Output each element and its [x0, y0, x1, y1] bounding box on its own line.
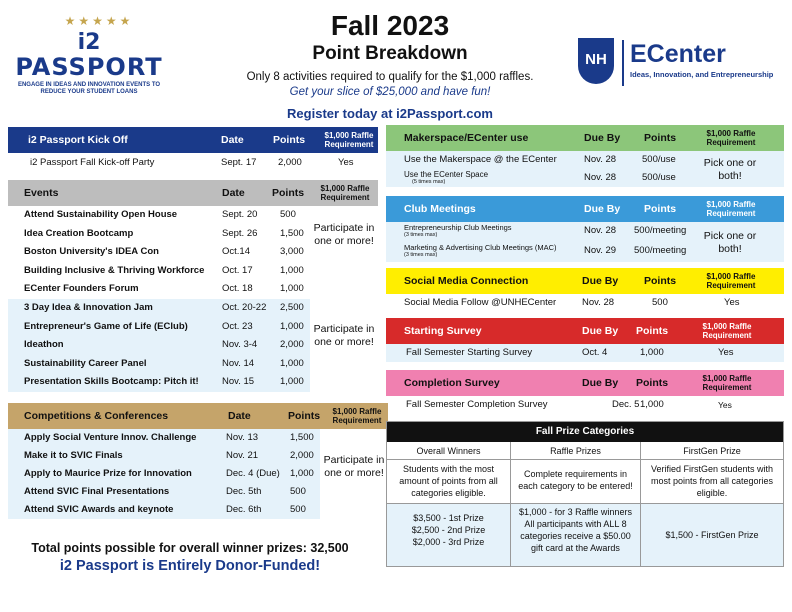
prize-table [386, 421, 784, 567]
prize-col-raffle: Raffle Prizes [511, 442, 641, 460]
row-date: Nov. 21 [226, 450, 259, 461]
row-points: 1,000 [280, 264, 304, 276]
row-points: 2,500 [280, 302, 304, 313]
prize-desc-raffle: Complete requirements in each category to be entered! [511, 460, 641, 504]
table-row: Entrepreneurship Club Meetings (3 times max) Nov. 28 500/meeting [404, 223, 687, 238]
comps-header: Competitions & Conferences Date Points $1,000 Raffle Requirement [8, 403, 388, 429]
row-date: Nov. 14 [222, 357, 255, 369]
row-date: Sept. 26 [222, 227, 258, 239]
row-points: 3,000 [280, 246, 304, 258]
row-points: 500 [280, 209, 296, 220]
row-date: Dec. 4 (Due) [226, 468, 280, 479]
maker-header: Makerspace/ECenter use Due By Points $1,000 Raffle Requirement [386, 125, 784, 151]
row-name: Attend SVIC Awards and keynote [24, 504, 174, 515]
table-row [8, 318, 310, 337]
table-row [8, 262, 310, 281]
row-name: Idea Creation Bootcamp [24, 227, 134, 239]
row-name: Entrepreneur's Game of Life (EClub) [24, 320, 188, 332]
kickoff-req-col: $1,000 Raffle Requirement [324, 131, 374, 149]
prize-col-firstgen: FirstGen Prize [641, 442, 783, 460]
row-date: Oct. 23 [222, 320, 253, 332]
ecenter-name: ECenter [630, 40, 726, 68]
row-points: 500 [290, 504, 306, 515]
row-date: Sept. 20 [222, 209, 258, 220]
logo-divider [622, 40, 624, 86]
table-row [8, 355, 310, 374]
ecenter-tagline: Ideas, Innovation, and Entrepreneurship [630, 70, 774, 79]
kickoff-header [8, 127, 378, 153]
table-row [8, 336, 310, 355]
page-title: Fall 2023 [330, 10, 450, 41]
register-link[interactable]: Register today at i2Passport.com [287, 106, 493, 121]
table-row [8, 299, 310, 318]
starting-header: Starting Survey Due By Points $1,000 Raffle Requirement [386, 318, 784, 344]
table-row [8, 243, 310, 262]
table-row [8, 373, 310, 392]
row-date: Nov. 13 [226, 432, 259, 443]
prize-amount-overall: $3,500 - 1st Prize $2,500 - 2nd Prize $2,000 - 3rd Prize [387, 504, 511, 566]
row-date: Oct. 18 [222, 283, 253, 295]
total-points: Total points possible for overall winner prizes: 32,500 [31, 541, 349, 555]
kickoff-title: i2 Passport Kick Off [28, 134, 128, 146]
social-header: Social Media Connection Due By Points $1,000 Raffle Requirement [386, 268, 784, 294]
qualify-text: Only 8 activities required to qualify for the $1,000 raffles. [246, 71, 534, 83]
table-row: Social Media Follow @UNHECenter Nov. 28 500 Yes [404, 297, 740, 308]
table-row: i2 Passport Fall Kick-off Party Sept. 17 2,000 Yes [30, 157, 354, 168]
table-row: Fall Semester Starting Survey Oct. 4 1,000 Yes [386, 344, 784, 362]
events-merged-1: Participate in one or more! [313, 222, 375, 247]
row-date: Oct.14 [222, 246, 250, 258]
row-points: 2,000 [280, 339, 304, 351]
row-name: 3 Day Idea & Innovation Jam [24, 302, 153, 313]
row-points: 1,000 [280, 320, 304, 332]
page-subtitle: Point Breakdown [312, 43, 468, 64]
donor-funded: i2 Passport is Entirely Donor-Funded! [59, 558, 321, 574]
table-row [8, 483, 320, 501]
ecenter-logo [578, 38, 778, 94]
row-name: Attend Sustainability Open House [24, 209, 178, 220]
row-name: Presentation Skills Bootcamp: Pitch it! [24, 376, 199, 388]
row-name: Apply Social Venture Innov. Challenge [24, 432, 197, 443]
prize-col-overall: Overall Winners [387, 442, 511, 460]
row-points: 1,000 [280, 376, 304, 388]
table-row: Use the Makerspace @ the ECenter Nov. 28 500/use [404, 154, 676, 165]
row-points: 1,500 [290, 432, 314, 443]
row-points: 2,000 [290, 450, 314, 461]
table-row: Marketing & Advertising Club Meetings (MAC) (3 times max) Nov. 29 500/meeting [404, 243, 687, 258]
events-merged-2: Participate in one or more! [313, 323, 375, 348]
prize-desc-overall: Students with the most amount of points from all categories eligible. [387, 460, 511, 504]
row-date: Oct. 17 [222, 264, 253, 276]
row-name: Attend SVIC Final Presentations [24, 486, 170, 497]
table-row [8, 225, 310, 244]
kickoff-points-col: Points [273, 134, 306, 146]
table-row [8, 280, 310, 299]
comps-merged: Participate in one or more! [323, 454, 385, 479]
row-name: ECenter Founders Forum [24, 283, 139, 295]
row-points: 1,500 [280, 227, 304, 239]
i2-passport-logo [14, 14, 164, 134]
row-date: Oct. 20-22 [222, 302, 267, 313]
logo-passport: PASSPORT [15, 53, 163, 81]
clubs-header: Club Meetings Due By Points $1,000 Raffle Requirement [386, 196, 784, 222]
table-row [8, 429, 320, 447]
row-points: 500 [290, 486, 306, 497]
stars: ★★★★★ [64, 14, 134, 28]
unh-shield-icon: NH [578, 38, 614, 84]
row-name: Apply to Maurice Prize for Innovation [24, 468, 192, 479]
logo-tagline: ENGAGE IN IDEAS AND INNOVATION EVENTS TO REDUCE YOUR STUDENT LOANS [17, 82, 161, 95]
row-date: Nov. 3-4 [222, 339, 258, 351]
row-points: 1,000 [280, 283, 304, 295]
row-name: Building Inclusive & Thriving Workforce [24, 264, 205, 276]
maker-merged: Pick one or both! [703, 157, 757, 182]
table-row [8, 447, 320, 465]
prize-amount-firstgen: $1,500 - FirstGen Prize [641, 504, 783, 566]
row-name: Make it to SVIC Finals [24, 450, 123, 461]
prize-title: Fall Prize Categories [387, 422, 783, 442]
prize-amount-raffle: $1,000 - for 3 Raffle winners All participants with ALL 8 categories receive a $50.00 gift card at the Awards [511, 504, 641, 566]
table-row [8, 465, 320, 483]
row-date: Nov. 15 [222, 376, 255, 388]
row-name: Ideathon [24, 339, 64, 351]
row-date: Dec. 6th [226, 504, 262, 515]
row-name: Boston University's IDEA Con [24, 246, 159, 258]
row-points: 1,000 [280, 357, 304, 369]
table-row: Fall Semester Completion Survey Dec. 5 1,000 Yes [406, 399, 732, 410]
completion-header: Completion Survey Due By Points $1,000 Raffle Requirement [386, 370, 784, 396]
kickoff-date-col: Date [221, 134, 244, 146]
row-name: Sustainability Career Panel [24, 357, 147, 369]
table-row: Use the ECenter Space (5 times max) Nov. 28 500/use [404, 170, 676, 185]
table-row [8, 206, 310, 225]
slice-text: Get your slice of $25,000 and have fun! [289, 86, 491, 98]
clubs-merged: Pick one or both! [703, 230, 757, 255]
row-points: 1,000 [290, 468, 314, 479]
events-header: Events Date Points $1,000 Raffle Requirement [8, 180, 378, 206]
title-block [250, 10, 530, 66]
table-row [8, 501, 320, 519]
prize-desc-firstgen: Verified FirstGen students with most points from all categories eligible. [641, 460, 783, 504]
row-date: Dec. 5th [226, 486, 262, 497]
logo-i2: i2 [77, 30, 101, 55]
